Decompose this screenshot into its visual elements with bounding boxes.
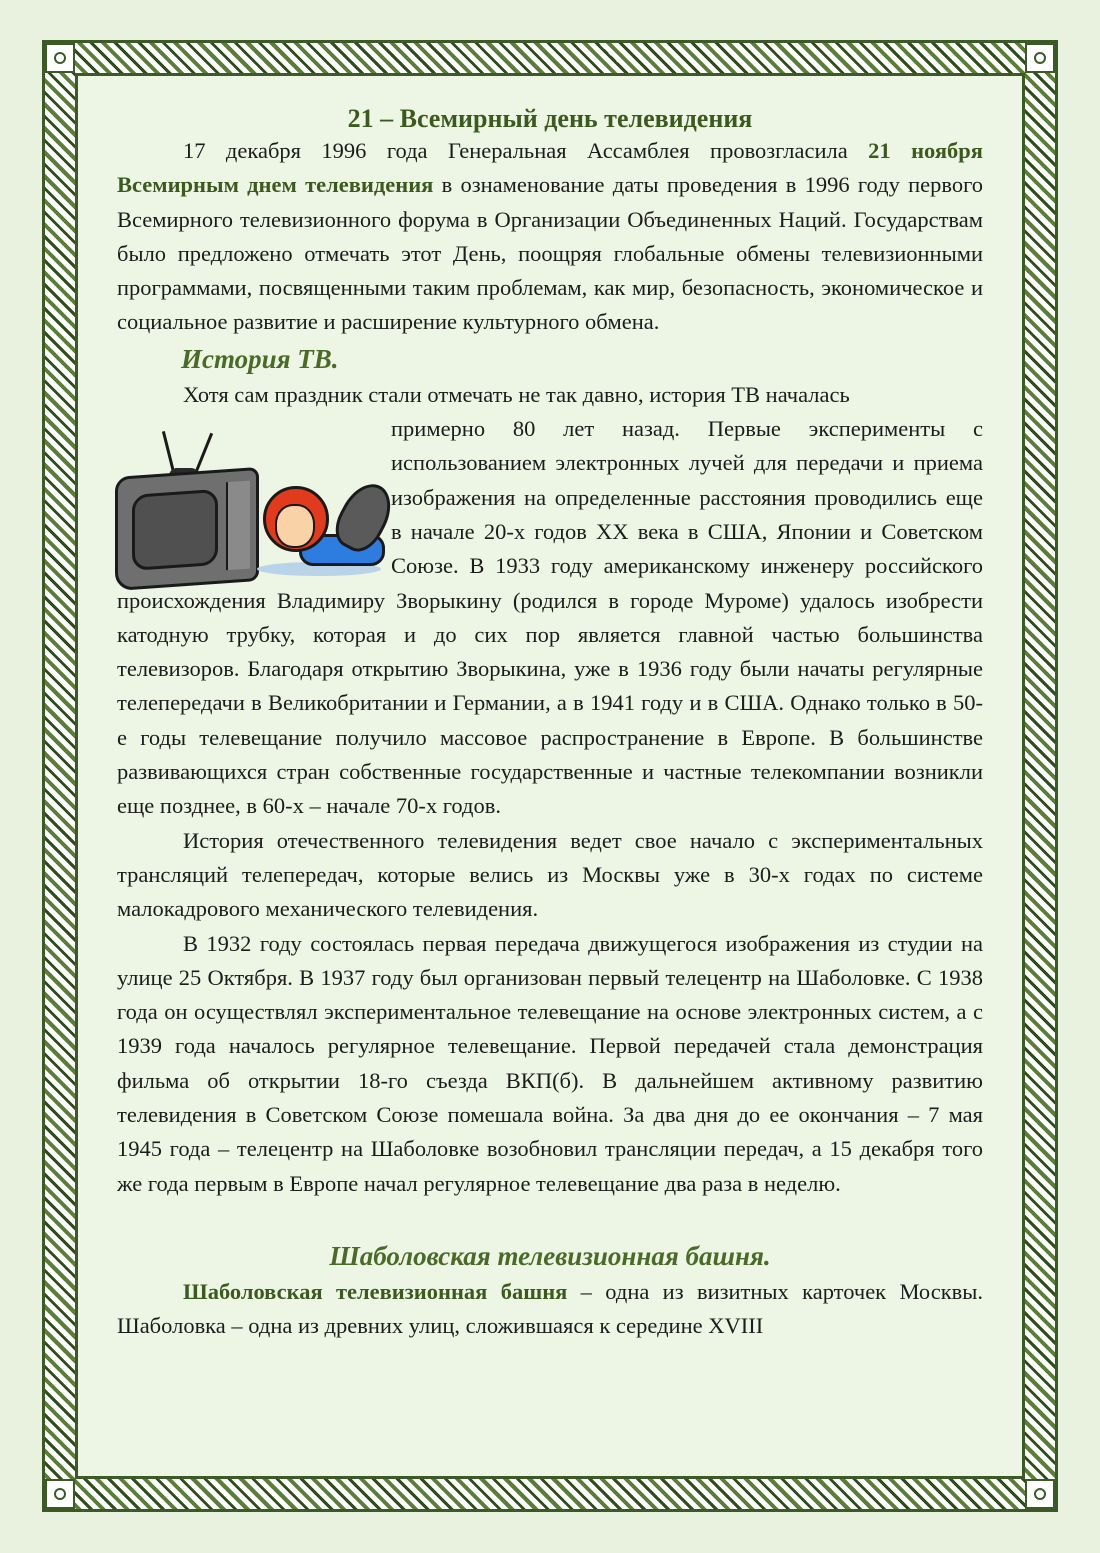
page-title: 21 – Всемирный день телевидения	[347, 104, 753, 133]
intro-text-start: 17 декабря 1996 года Генеральная Ассамблея провозгласила	[183, 138, 869, 163]
history-first-line: Хотя сам праздник стали отмечать не так давно, история ТВ началась	[183, 381, 850, 407]
history-paragraph-3: В 1932 году состоялась первая передача движущегося изображения из студии на улице 25 Октября. В 1937 году был организован первый телецентр на Шаболовке. С 1938 года он осуществлял экспериментальное телевещание на основе электронных систем, а с 1939 года началось регулярное телевещание. Первой передачей стала демонстрация фильма об открытии 18-го съезда ВКП(б). В дальнейшем активному развитию телевидения в Советском Союзе помешала война. За два дня до ее окончания – 7 мая 1945 года – телецентр на Шаболовке возобновил трансляции передач, а 15 декабря того же года первым в Европе начал регулярное телевещание два раза в неделю.	[117, 930, 983, 1196]
kid-face	[275, 504, 315, 548]
tv-icon	[115, 467, 259, 591]
corner-ornament	[45, 1479, 75, 1509]
tower-text: – одна из визитных карточек Москвы. Шаболовка – одна из древних улиц, сложившаяся к середине XVIII	[117, 1278, 983, 1339]
history-paragraph-1	[117, 412, 983, 824]
corner-ornament	[1025, 43, 1055, 73]
history-heading: История ТВ.	[181, 343, 339, 374]
tower-heading: Шаболовская телевизионная башня.	[329, 1240, 771, 1271]
corner-ornament	[45, 43, 75, 73]
tower-paragraph	[117, 1275, 983, 1344]
tower-highlight: Шаболовская телевизионная башня	[183, 1278, 568, 1304]
intro-paragraph	[117, 134, 983, 340]
intro-highlight: 21 ноября Всемирным днем телевидения	[117, 138, 983, 198]
history-paragraph-1-text: примерно 80 лет назад. Первые эксперименты с использованием электронных лучей для передачи и приема изображения на определенные расстояния проводились еще в начале 20-х годов XX века в США, Японии и Советском Союзе. В 1933 году американскому инженеру российского происхождения Владимиру Зворыкину (родился в городе Муроме) удалось изобрести катодную трубку, которая и до сих пор является главной частью большинства телевизоров. Благодаря открытию Зворыкина, уже в 1936 году были начаты регулярные телепередачи в Великобритании и Германии, а в 1941 году и в США. Однако только в 50-е годы телевещание получило массовое распространение в Европе. В большинстве развивающихся стран собственные государственные и частные телекомпании возникли еще позднее, в 60-х – начале 70-х годов.	[117, 416, 983, 819]
tv-kid-illustration	[113, 412, 381, 582]
tv-screen	[132, 489, 218, 571]
intro-text-end: в ознаменование даты проведения в 1996 году первого Всемирного телевизионного форума в Организации Объединенных Наций. Государствам было предложено отмечать этот День, поощряя глобальные обмены телевизионными программами, посвященными таким проблемам, как мир, безопасность, экономическое и социальное развитие и расширение культурного обмена.	[117, 172, 983, 335]
history-paragraph-2: История отечественного телевидения ведет свое начало с экспериментальных трансляций телепередач, которые велись из Москвы уже в 30-х годах по системе малокадрового механического телевидения.	[117, 827, 983, 922]
document-body	[117, 100, 983, 1344]
tv-side-panel	[226, 481, 250, 571]
corner-ornament	[1025, 1479, 1055, 1509]
